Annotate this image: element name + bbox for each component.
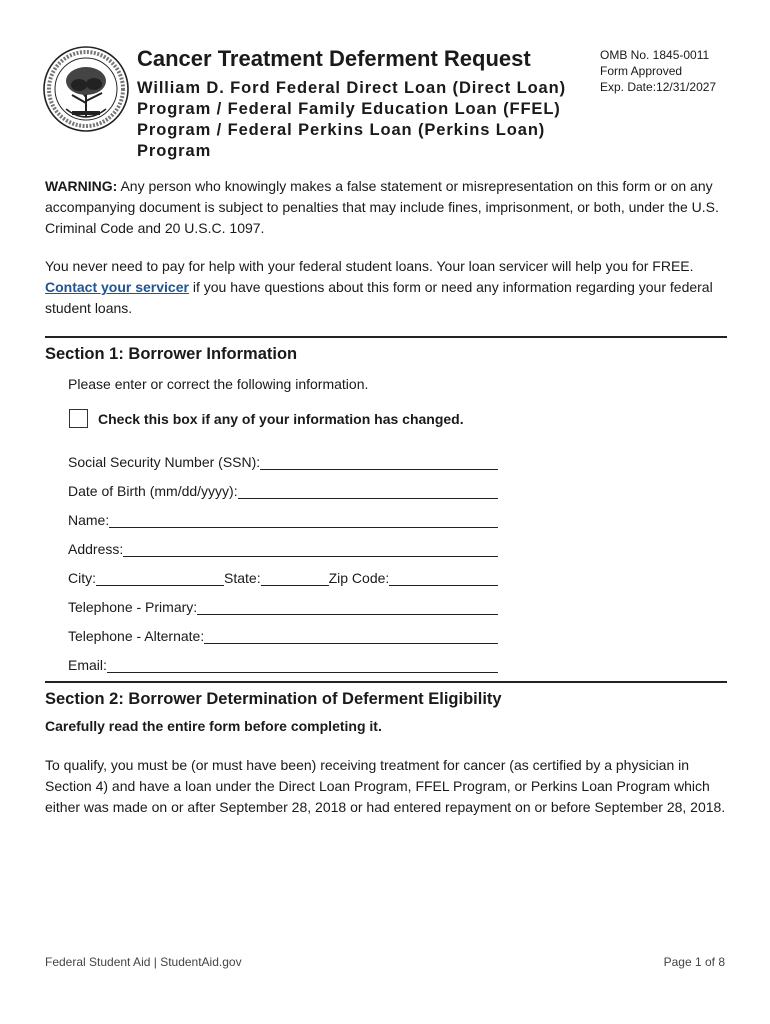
phone-alternate-input[interactable] (204, 626, 498, 644)
name-field (68, 508, 498, 528)
zip-input[interactable] (389, 568, 498, 586)
section2-title: Section 2: Borrower Determination of Deferment Eligibility (45, 690, 502, 708)
contact-servicer-link[interactable]: Contact your servicer (45, 279, 189, 295)
phone-primary-label: Telephone - Primary: (68, 599, 198, 615)
form-subtitle: William D. Ford Federal Direct Loan (Direct Loan) Program / Federal Family Education Loan (FFEL) Program / Federal Perkins Loan (Perkins Loan) Program (137, 79, 567, 160)
help-text-after: if you have questions about this form or need any information regarding your federal student loans. (45, 279, 713, 316)
info-changed-label: Check this box if any of your information has changed. (98, 411, 464, 427)
section2-divider (45, 681, 727, 683)
dob-input[interactable] (238, 481, 498, 499)
help-paragraph (45, 256, 730, 319)
omb-number: OMB No. 1845-0011 (600, 48, 710, 62)
phone-alternate-label: Telephone - Alternate: (68, 628, 205, 644)
name-input[interactable] (109, 510, 498, 528)
info-changed-checkbox[interactable] (69, 409, 88, 428)
zip-label: Zip Code: (328, 570, 390, 586)
city-input[interactable] (96, 568, 224, 586)
warning-paragraph (45, 176, 730, 239)
section2-body: To qualify, you must be (or must have been) receiving treatment for cancer (as certified by a physician in Section 4) and have a loan under the Direct Loan Program, FFEL Program, or Perkins Loan Program which either was made on or after September 28, 2018 or had entered repayment on or before September 28, 2018. (45, 757, 726, 815)
state-label: State: (224, 570, 261, 586)
form-approved: Form Approved (600, 64, 683, 78)
phone-primary-input[interactable] (197, 597, 498, 615)
name-label: Name: (68, 512, 110, 528)
ssn-label: Social Security Number (SSN): (68, 454, 261, 470)
ssn-field (68, 450, 498, 470)
help-text-before: You never need to pay for help with your federal student loans. Your loan servicer will help you for FREE. (45, 258, 694, 274)
department-of-education-seal-icon (42, 45, 130, 133)
dob-label: Date of Birth (mm/dd/yyyy): (68, 483, 238, 499)
email-input[interactable] (107, 655, 498, 673)
address-field (68, 537, 498, 557)
section1-title: Section 1: Borrower Information (45, 345, 298, 363)
address-label: Address: (68, 541, 124, 557)
city-label: City: (68, 570, 96, 586)
state-input[interactable] (261, 568, 329, 586)
city-state-zip-row (68, 566, 498, 586)
omb-info (600, 47, 716, 95)
form-title: Cancer Treatment Deferment Request (137, 46, 531, 71)
section2-emphasis: Carefully read the entire form before completing it. (45, 718, 382, 734)
warning-label: WARNING: (45, 178, 118, 194)
footer-agency: Federal Student Aid | StudentAid.gov (45, 955, 242, 969)
email-label: Email: (68, 657, 107, 673)
address-input[interactable] (123, 539, 498, 557)
page-number: Page 1 of 8 (663, 955, 725, 969)
ssn-input[interactable] (260, 452, 498, 470)
warning-text: Any person who knowingly makes a false statement or misrepresentation on this form or on any accompanying document is subject to penalties that may include fines, imprisonment, or both, under the U.S. Criminal Code and 20 U.S.C. 1097. (45, 178, 719, 236)
section1-instruction: Please enter or correct the following information. (68, 376, 369, 392)
phone-alternate-field (68, 624, 498, 644)
dob-field (68, 479, 498, 499)
section1-divider (45, 336, 727, 338)
phone-primary-field (68, 595, 498, 615)
expiration-date: Exp. Date:12/31/2027 (600, 80, 717, 94)
email-field (68, 653, 498, 673)
